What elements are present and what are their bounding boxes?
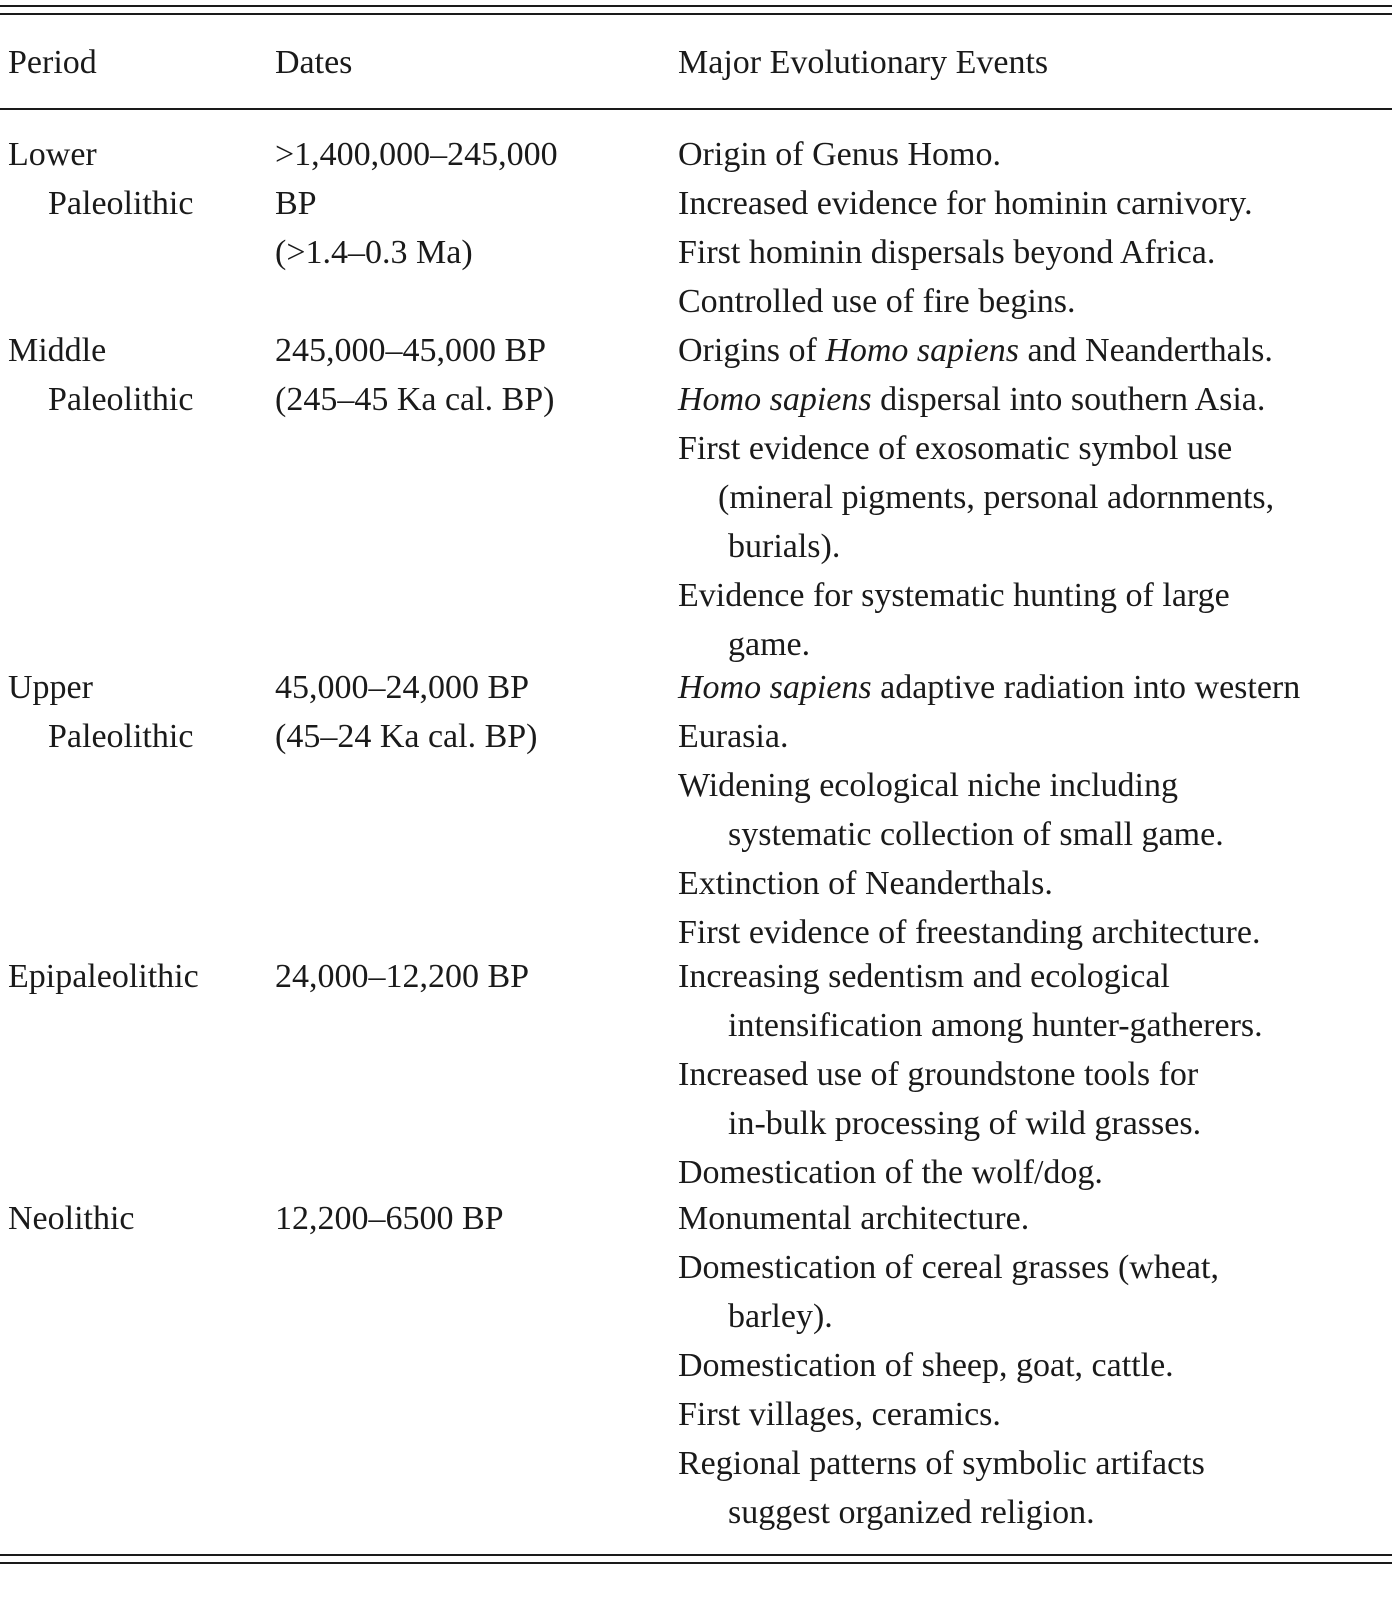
event-line: First evidence of freestanding architecture.: [678, 914, 1261, 951]
event-line: Increasing sedentism and ecological: [678, 958, 1170, 995]
event-line: Eurasia.: [678, 718, 789, 755]
row-lower-paleolithic-events: [678, 130, 1253, 326]
header-rule: [0, 108, 1392, 110]
event-line: Monumental architecture.: [678, 1200, 1030, 1237]
event-line: Increased evidence for hominin carnivory.: [678, 185, 1253, 222]
row-lower-paleolithic-period: [8, 130, 193, 228]
bottom-rule-inner: [0, 1554, 1392, 1556]
period-line: Paleolithic: [48, 718, 194, 755]
period-line: Upper: [8, 669, 93, 706]
event-line: Increased use of groundstone tools for: [678, 1056, 1199, 1093]
period-line: Paleolithic: [48, 185, 194, 222]
row-epipaleolithic-period: [8, 952, 199, 1001]
row-middle-paleolithic-dates: [275, 326, 555, 424]
bottom-rule-outer: [0, 1562, 1392, 1564]
header-events: Major Evolutionary Events: [678, 44, 1049, 81]
dates-line: (45–24 Ka cal. BP): [275, 718, 538, 755]
event-line: Evidence for systematic hunting of large: [678, 577, 1230, 614]
row-middle-paleolithic-events: [678, 326, 1274, 669]
top-rule-inner: [0, 13, 1392, 15]
row-middle-paleolithic-period: [8, 326, 193, 424]
event-line: Homo sapiens adaptive radiation into western: [678, 669, 1301, 706]
period-line: Neolithic: [8, 1200, 135, 1237]
event-line: First villages, ceramics.: [678, 1396, 1001, 1433]
header-period: Period: [8, 44, 97, 81]
row-epipaleolithic-dates: [275, 952, 529, 1001]
event-line: Domestication of cereal grasses (wheat,: [678, 1249, 1219, 1286]
period-line: Paleolithic: [48, 381, 194, 418]
dates-line: >1,400,000–245,000: [275, 136, 558, 173]
event-line: Regional patterns of symbolic artifacts: [678, 1445, 1205, 1482]
event-line: Domestication of sheep, goat, cattle.: [678, 1347, 1174, 1384]
header-dates: Dates: [275, 44, 353, 81]
row-epipaleolithic-events: [678, 952, 1263, 1197]
period-line: Middle: [8, 332, 107, 369]
period-line: Lower: [8, 136, 97, 173]
row-neolithic-period: [8, 1194, 135, 1243]
row-upper-paleolithic-dates: [275, 663, 538, 761]
dates-line: 24,000–12,200 BP: [275, 958, 530, 995]
event-line: intensification among hunter-gatherers.: [728, 1007, 1263, 1044]
event-line: Homo sapiens dispersal into southern Asia.: [678, 381, 1266, 418]
event-line: First evidence of exosomatic symbol use: [678, 430, 1233, 467]
top-rule-outer: [0, 5, 1392, 7]
row-lower-paleolithic-dates: [275, 130, 558, 277]
dates-line: 245,000–45,000 BP: [275, 332, 547, 369]
row-upper-paleolithic-events: [678, 663, 1300, 957]
event-line: game.: [728, 626, 811, 663]
dates-line: (>1.4–0.3 Ma): [275, 234, 473, 271]
event-line: Widening ecological niche including: [678, 767, 1178, 804]
event-line: systematic collection of small game.: [728, 816, 1224, 853]
event-line: Origins of Homo sapiens and Neanderthals.: [678, 332, 1273, 369]
event-line: in-bulk processing of wild grasses.: [728, 1105, 1202, 1142]
dates-line: 12,200–6500 BP: [275, 1200, 504, 1237]
event-line: Controlled use of fire begins.: [678, 283, 1076, 320]
event-line: Domestication of the wolf/dog.: [678, 1154, 1103, 1191]
dates-line: (245–45 Ka cal. BP): [275, 381, 555, 418]
row-neolithic-events: [678, 1194, 1219, 1537]
event-line: burials).: [728, 528, 841, 565]
event-line: suggest organized religion.: [728, 1494, 1095, 1531]
event-line: (mineral pigments, personal adornments,: [718, 479, 1275, 516]
row-neolithic-dates: [275, 1194, 504, 1243]
event-line: barley).: [728, 1298, 833, 1335]
event-line: Origin of Genus Homo.: [678, 136, 1001, 173]
dates-line: BP: [275, 185, 317, 222]
row-upper-paleolithic-period: [8, 663, 193, 761]
dates-line: 45,000–24,000 BP: [275, 669, 530, 706]
event-line: First hominin dispersals beyond Africa.: [678, 234, 1216, 271]
event-line: Extinction of Neanderthals.: [678, 865, 1053, 902]
period-line: Epipaleolithic: [8, 958, 199, 995]
